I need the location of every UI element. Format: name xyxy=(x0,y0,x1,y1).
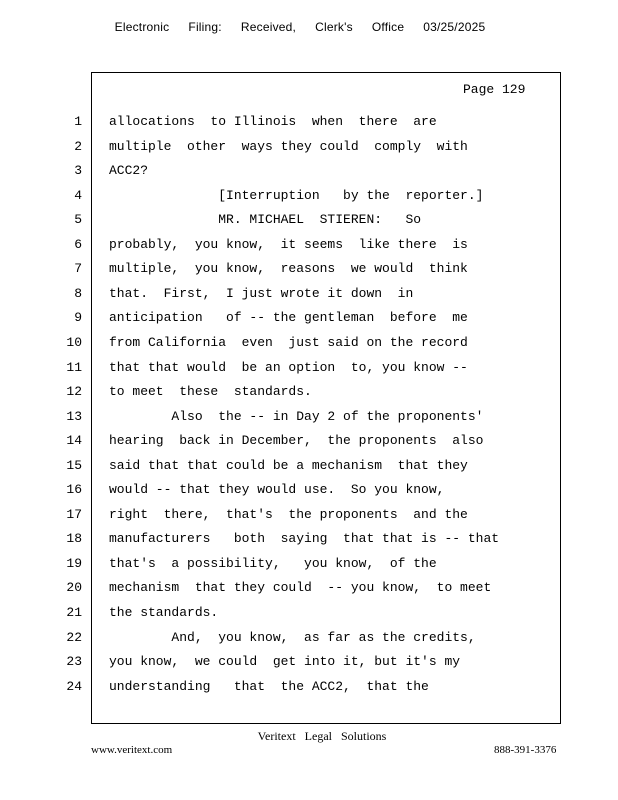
transcript-line: probably, you know, it seems like there is xyxy=(109,237,468,252)
line-number: 20 xyxy=(66,580,82,595)
line-number: 13 xyxy=(66,409,82,424)
transcript-line: anticipation of -- the gentleman before me xyxy=(109,310,468,325)
line-number: 21 xyxy=(66,605,82,620)
filing-stamp-header: Electronic Filing: Received, Clerk's Office 03/25/2025 xyxy=(114,20,486,34)
line-number: 19 xyxy=(66,556,82,571)
line-number: 4 xyxy=(74,188,82,203)
transcript-line: right there, that's the proponents and the xyxy=(109,507,468,522)
line-number: 24 xyxy=(66,679,82,694)
line-number: 7 xyxy=(74,261,82,276)
transcript-line: Also the -- in Day 2 of the proponents' xyxy=(109,409,484,424)
line-number: 18 xyxy=(66,531,82,546)
transcript-line: ACC2? xyxy=(109,163,149,178)
transcript-line: [Interruption by the reporter.] xyxy=(109,188,484,203)
footer-company: Veritext Legal Solutions xyxy=(257,729,387,743)
line-number: 23 xyxy=(66,654,82,669)
line-number: 22 xyxy=(66,630,82,645)
transcript-line: would -- that they would use. So you know, xyxy=(109,482,445,497)
transcript-line: that's a possibility, you know, of the xyxy=(109,556,437,571)
transcript-line: said that that could be a mechanism that they xyxy=(109,458,468,473)
line-number: 2 xyxy=(74,139,82,154)
line-number: 16 xyxy=(66,482,82,497)
transcript-line: you know, we could get into it, but it's my xyxy=(109,654,461,669)
line-number: 8 xyxy=(74,286,82,301)
transcript-line: allocations to Illinois when there are xyxy=(109,114,437,129)
line-number: 14 xyxy=(66,433,82,448)
line-number: 9 xyxy=(74,310,82,325)
transcript-line: multiple, you know, reasons we would think xyxy=(109,261,468,276)
transcript-line: hearing back in December, the proponents also xyxy=(109,433,484,448)
line-number: 5 xyxy=(74,212,82,227)
transcript-line: mechanism that they could -- you know, to meet xyxy=(109,580,492,595)
footer-website: www.veritext.com xyxy=(91,744,173,756)
transcript-line: from California even just said on the record xyxy=(109,335,468,350)
transcript-line: understanding that the ACC2, that the xyxy=(109,679,429,694)
transcript-line: that that would be an option to, you know -- xyxy=(109,360,468,375)
line-number: 10 xyxy=(66,335,82,350)
transcript-line: manufacturers both saying that that is -- that xyxy=(109,531,500,546)
transcript-line: multiple other ways they could comply with xyxy=(109,139,468,154)
line-number: 12 xyxy=(66,384,82,399)
line-number: 1 xyxy=(74,114,82,129)
line-number: 11 xyxy=(66,360,82,375)
line-number: 6 xyxy=(74,237,82,252)
page-number: Page 129 xyxy=(463,82,526,97)
line-number: 17 xyxy=(66,507,82,522)
footer-phone: 888-391-3376 xyxy=(494,744,557,756)
line-number: 3 xyxy=(74,163,82,178)
transcript-line: that. First, I just wrote it down in xyxy=(109,286,414,301)
transcript-line: MR. MICHAEL STIEREN: So xyxy=(109,212,422,227)
transcript-line: to meet these standards. xyxy=(109,384,312,399)
line-number: 15 xyxy=(66,458,82,473)
transcript-line: And, you know, as far as the credits, xyxy=(109,630,476,645)
transcript-line: the standards. xyxy=(109,605,219,620)
